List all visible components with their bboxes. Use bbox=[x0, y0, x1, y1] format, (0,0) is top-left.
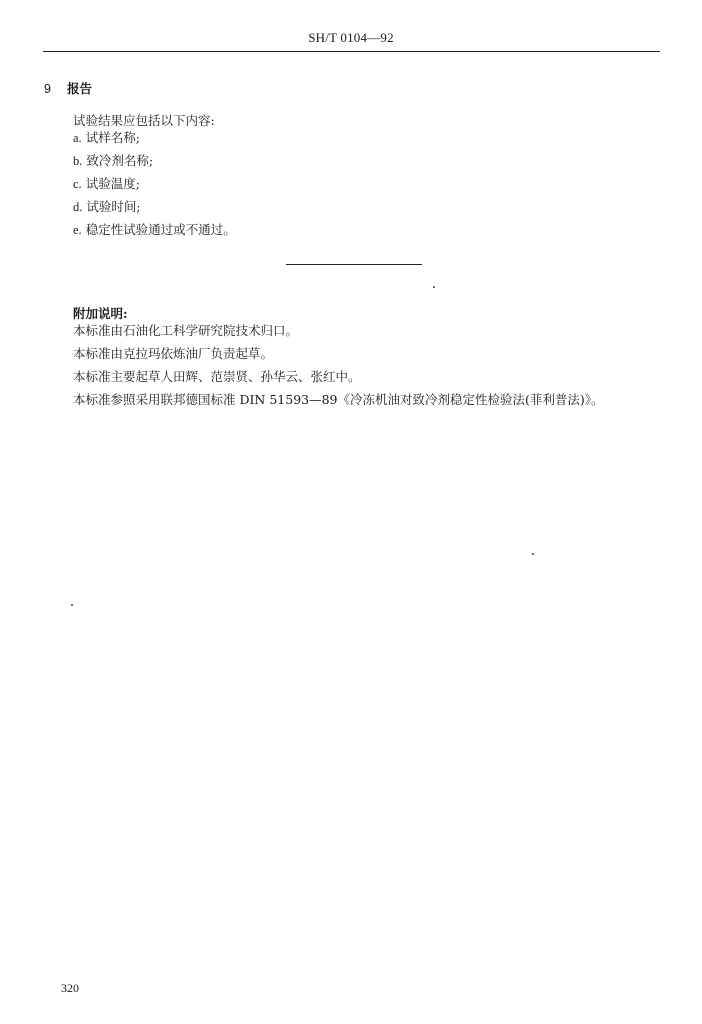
item-letter: c. bbox=[73, 177, 82, 191]
report-intro: 试验结果应包括以下内容: bbox=[73, 113, 215, 128]
section-heading bbox=[44, 79, 92, 97]
list-item bbox=[73, 154, 236, 177]
item-letter: b. bbox=[73, 154, 83, 168]
item-text: 试验时间; bbox=[86, 199, 141, 214]
list-item bbox=[73, 177, 236, 200]
scan-speck bbox=[532, 553, 534, 555]
scan-speck bbox=[71, 604, 73, 606]
report-items-list bbox=[73, 131, 236, 246]
note-line: 本标准参照采用联邦德国标准 DIN 51593—89《冷冻机油对致冷剂稳定性检验法(菲利普法)》。 bbox=[73, 392, 604, 407]
page-number: 320 bbox=[61, 981, 79, 995]
scan-speck bbox=[433, 286, 435, 288]
additional-notes-list bbox=[73, 324, 604, 416]
item-text: 试验温度; bbox=[85, 176, 140, 191]
header-rule bbox=[43, 51, 660, 52]
item-text: 致冷剂名称; bbox=[86, 153, 154, 168]
section-title: 报告 bbox=[67, 81, 93, 96]
item-text: 稳定性试验通过或不通过。 bbox=[85, 222, 236, 237]
list-item bbox=[73, 200, 236, 223]
note-line: 本标准主要起草人田辉、范崇贤、孙华云、张红中。 bbox=[73, 369, 361, 384]
item-text: 试样名称; bbox=[85, 130, 140, 145]
section-divider bbox=[286, 264, 422, 265]
item-letter: e. bbox=[73, 223, 82, 237]
list-item bbox=[73, 223, 236, 246]
section-number: 9 bbox=[44, 82, 51, 96]
additional-notes-heading: 附加说明: bbox=[73, 306, 128, 321]
document-code-header: SH/T 0104—92 bbox=[308, 30, 394, 45]
list-item bbox=[73, 131, 236, 154]
note-line: 本标准由克拉玛依炼油厂负责起草。 bbox=[73, 346, 274, 361]
note-line: 本标准由石油化工科学研究院技术归口。 bbox=[73, 323, 299, 338]
item-letter: a. bbox=[73, 131, 82, 145]
item-letter: d. bbox=[73, 200, 83, 214]
